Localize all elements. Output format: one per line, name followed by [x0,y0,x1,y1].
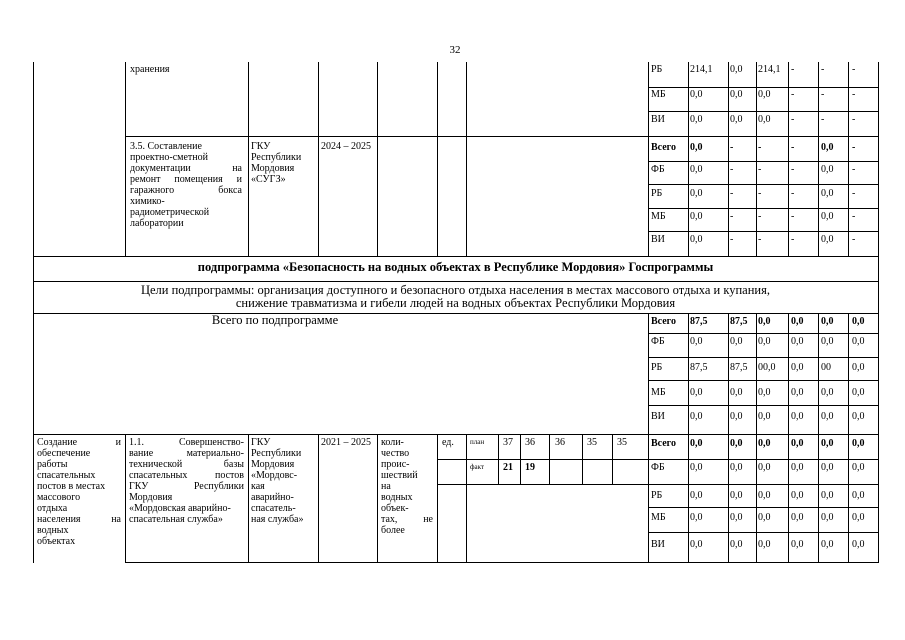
amount-cell: 87,5 [690,316,708,327]
amount-cell: 0,0 [852,336,865,347]
table-rule [728,62,729,257]
amount-cell: - [852,142,856,153]
activity-text: технической базы [129,459,244,470]
activity-text: 1.1. Совершенство- [129,437,244,448]
objective-text: постов в местах [37,481,106,492]
activity-text: лаборатории [130,218,184,229]
activity-text-continued: хранения [130,64,170,75]
table-rule [437,62,438,257]
amount-cell: 0,0 [730,539,743,550]
table-rule [648,87,879,88]
source-label: Всего [651,316,676,327]
table-rule [377,62,378,257]
table-rule [648,507,879,508]
amount-cell: 0,0 [690,164,703,175]
table-rule [648,161,879,162]
table-rule [33,256,879,257]
amount-cell: - [758,188,762,199]
fact-value: 21 [503,462,513,473]
objective-text: населения на [37,514,121,525]
amount-cell: 0,0 [791,362,804,373]
amount-cell: 214,1 [690,64,713,75]
table-rule [318,62,319,257]
objective-text: отдыха [37,503,68,514]
amount-cell: 0,0 [821,438,834,449]
activity-text: ремонт помещения и [130,174,242,185]
subprogram-title: подпрограмма «Безопасность на водных объектах в Республике Мордовия» Госпрограммы [197,260,714,274]
table-rule [33,62,34,563]
amount-cell: 0,0 [730,64,743,75]
source-label: МБ [651,89,666,100]
table-rule [648,484,879,485]
amount-cell: 0,0 [821,512,834,523]
amount-cell: - [852,64,856,75]
source-label: МБ [651,512,666,523]
total-label: Всего по подпрограмме [211,313,339,327]
amount-cell: - [852,234,856,245]
amount-cell: 0,0 [791,438,804,449]
amount-cell: 87,5 [730,316,748,327]
amount-cell: 0,0 [852,387,865,398]
amount-cell: 87,5 [730,362,748,373]
objective-text: спасательных [37,470,96,481]
amount-cell: 0,0 [791,336,804,347]
amount-cell: - [730,142,734,153]
amount-cell: 0,0 [730,387,743,398]
source-label: ВИ [651,411,665,422]
amount-cell: 0,0 [791,490,804,501]
amount-cell: 0,0 [852,462,865,473]
indicator-text: более [381,525,405,536]
table-rule [377,434,378,563]
source-label: МБ [651,387,666,398]
source-label: ФБ [651,336,665,347]
activity-text: 3.5. Составление [130,141,202,152]
amount-cell: 0,0 [690,512,703,523]
executor-text: Республики [251,152,302,163]
amount-cell: 0,0 [821,142,834,153]
table-rule [648,313,649,563]
amount-cell: 0,0 [821,336,834,347]
table-rule [33,281,879,282]
amount-cell: - [852,114,856,125]
amount-cell: 0,0 [791,316,804,327]
amount-cell: 0,0 [730,490,743,501]
source-label: РБ [651,490,663,501]
executor-text: ная служба» [251,514,304,525]
amount-cell: - [852,164,856,175]
table-rule [788,62,789,257]
amount-cell: 0,0 [821,188,834,199]
table-rule [125,62,126,257]
amount-cell: 0,0 [690,89,703,100]
amount-cell: 0,0 [791,512,804,523]
amount-cell: 0,0 [852,490,865,501]
amount-cell: 0,0 [821,411,834,422]
amount-cell: 0,0 [690,234,703,245]
table-rule [756,313,757,563]
indicator-text: водных [381,492,413,503]
amount-cell: 0,0 [730,114,743,125]
amount-cell: 0,0 [690,539,703,550]
table-rule [648,231,879,232]
amount-cell: 0,0 [690,490,703,501]
table-rule [756,62,757,257]
unit-text: ед. [442,437,454,448]
indicator-text: шествий [381,470,418,481]
executor-text: «СУГЗ» [251,174,286,185]
amount-cell: 0,0 [758,490,771,501]
amount-cell: 0,0 [730,512,743,523]
amount-cell: - [852,89,856,100]
activity-text: ГКУ Республики [129,481,244,492]
amount-cell: 0,0 [821,462,834,473]
table-rule [848,62,849,257]
table-rule [648,184,879,185]
activity-text: химико- [130,196,165,207]
executor-text: «Мордовс- [251,470,298,481]
plan-value: 35 [587,437,597,448]
amount-cell: 0,0 [730,438,743,449]
amount-cell: 0,0 [690,211,703,222]
activity-text: гаражного бокса [130,185,242,196]
executor-text: Республики [251,448,302,459]
amount-cell: 0,0 [758,336,771,347]
table-rule [788,313,789,563]
amount-cell: 0,0 [821,387,834,398]
amount-cell: 0,0 [852,512,865,523]
amount-cell: 0,0 [690,188,703,199]
activity-text: спасательных постов [129,470,244,481]
source-label: МБ [651,211,666,222]
amount-cell: - [730,188,734,199]
table-rule [466,434,467,563]
executor-text: ГКУ [251,141,271,152]
amount-cell: 0,0 [758,539,771,550]
amount-cell: - [758,211,762,222]
table-rule [648,111,879,112]
table-rule [648,380,879,381]
amount-cell: 0,0 [730,462,743,473]
amount-cell: 0,0 [852,539,865,550]
amount-cell: 214,1 [758,64,781,75]
activity-text: спасательная служба» [129,514,223,525]
table-rule [648,208,879,209]
table-rule [437,434,438,563]
amount-cell: 0,0 [791,411,804,422]
amount-cell: 0,0 [758,316,771,327]
amount-cell: - [791,188,795,199]
amount-cell: 0,0 [852,411,865,422]
amount-cell: 0,0 [758,462,771,473]
amount-cell: - [730,234,734,245]
amount-cell: - [758,234,762,245]
indicator-text: коли- [381,437,404,448]
table-rule [848,313,849,563]
amount-cell: - [791,142,795,153]
amount-cell: 0,0 [821,211,834,222]
amount-cell: 0,0 [690,387,703,398]
amount-cell: - [821,114,825,125]
source-label: ВИ [651,539,665,550]
table-rule [248,434,249,563]
amount-cell: 0,0 [821,234,834,245]
amount-cell: 87,5 [690,362,708,373]
amount-cell: 0,0 [730,89,743,100]
plan-value: 36 [555,437,565,448]
amount-cell: 0,0 [852,316,865,327]
plan-value: 35 [617,437,627,448]
source-label: ФБ [651,462,665,473]
amount-cell: - [758,164,762,175]
activity-text: проектно-сметной [130,152,208,163]
amount-cell: - [852,211,856,222]
amount-cell: 0,0 [730,336,743,347]
amount-cell: 0,0 [730,411,743,422]
amount-cell: - [791,234,795,245]
table-rule [648,333,879,334]
year-col-rule [520,434,521,485]
table-rule [33,434,879,435]
source-label: ВИ [651,114,665,125]
plan-label: план [470,438,485,446]
subprogram-goals: снижение травматизма и гибели людей на водных объектах Республики Мордовия [235,296,676,310]
page-number: 32 [449,44,461,56]
table-rule [648,62,649,257]
amount-cell: 0,0 [758,411,771,422]
executor-text: спасатель- [251,503,296,514]
objective-text: водных [37,525,69,536]
indicator-text: чество [381,448,410,459]
year-col-rule [582,434,583,485]
table-rule [437,484,649,485]
table-rule [728,313,729,563]
fact-value: 19 [525,462,535,473]
source-label: Всего [651,142,676,153]
subprogram-goals: Цели подпрограммы: организация доступного и безопасного отдыха населения в местах массового отдыха и купания, [140,283,770,297]
amount-cell: - [791,64,795,75]
amount-cell: 0,0 [758,89,771,100]
table-rule [466,62,467,257]
source-label: РБ [651,188,663,199]
activity-text: радиометрической [130,207,210,218]
amount-cell: - [791,89,795,100]
table-rule [437,459,649,460]
objective-text: обеспечение [37,448,91,459]
activity-text: вание материально- [129,448,244,459]
table-rule [878,62,879,563]
table-rule [648,405,879,406]
table-rule [125,434,126,563]
amount-cell: - [791,114,795,125]
amount-cell: 0,0 [821,316,834,327]
table-rule [688,62,689,257]
amount-cell: - [821,89,825,100]
table-rule [318,434,319,563]
source-label: РБ [651,64,663,75]
indicator-text: объек- [381,503,409,514]
amount-cell: - [758,142,762,153]
period-text: 2024 – 2025 [321,141,371,152]
amount-cell: - [791,211,795,222]
amount-cell: 0,0 [821,490,834,501]
amount-cell: 0,0 [758,512,771,523]
amount-cell: - [821,64,825,75]
plan-value: 37 [503,437,513,448]
amount-cell: 0,0 [690,411,703,422]
objective-text: массового [37,492,81,503]
amount-cell: 0,0 [852,438,865,449]
amount-cell: 0,0 [791,387,804,398]
plan-value: 36 [525,437,535,448]
source-label: РБ [651,362,663,373]
amount-cell: - [852,188,856,199]
table-rule [818,62,819,257]
amount-cell: 0,0 [821,164,834,175]
objective-text: работы [37,459,68,470]
executor-text: кая [251,481,265,492]
indicator-text: на [381,481,391,492]
executor-text: аварийно- [251,492,294,503]
amount-cell: 0,0 [690,142,703,153]
amount-cell: - [730,164,734,175]
amount-cell: - [791,164,795,175]
activity-text: «Мордовская аварийно- [129,503,231,514]
activity-text: Мордовия [129,492,173,503]
executor-text: Мордовия [251,459,295,470]
amount-cell: - [730,211,734,222]
amount-cell: 00 [821,362,831,373]
activity-text: документации на [130,163,242,174]
table-rule [125,136,879,137]
executor-text: Мордовия [251,163,295,174]
period-text: 2021 – 2025 [321,437,371,448]
amount-cell: 0,0 [791,462,804,473]
table-rule [818,313,819,563]
amount-cell: 0,0 [690,336,703,347]
amount-cell: 0,0 [758,438,771,449]
amount-cell: 0,0 [690,462,703,473]
source-label: ФБ [651,164,665,175]
objective-text: объектах [37,536,76,547]
objective-text: Создание и [37,437,121,448]
amount-cell: 0,0 [791,539,804,550]
amount-cell: 0,0 [690,438,703,449]
source-label: ВИ [651,234,665,245]
year-col-rule [612,434,613,485]
table-rule [648,357,879,358]
table-rule [648,532,879,533]
source-label: Всего [651,438,676,449]
indicator-text: проис- [381,459,410,470]
table-rule [248,62,249,257]
amount-cell: 0,0 [821,539,834,550]
table-rule [125,562,879,563]
executor-text: ГКУ [251,437,271,448]
amount-cell: 0,0 [758,114,771,125]
year-col-rule [549,434,550,485]
table-rule [688,313,689,563]
indicator-text: тах, не [381,514,433,525]
year-col-rule [498,434,499,485]
amount-cell: 00,0 [758,362,776,373]
amount-cell: 0,0 [690,114,703,125]
table-rule [648,459,879,460]
amount-cell: 0,0 [852,362,865,373]
amount-cell: 0,0 [758,387,771,398]
fact-label: факт [470,463,485,471]
